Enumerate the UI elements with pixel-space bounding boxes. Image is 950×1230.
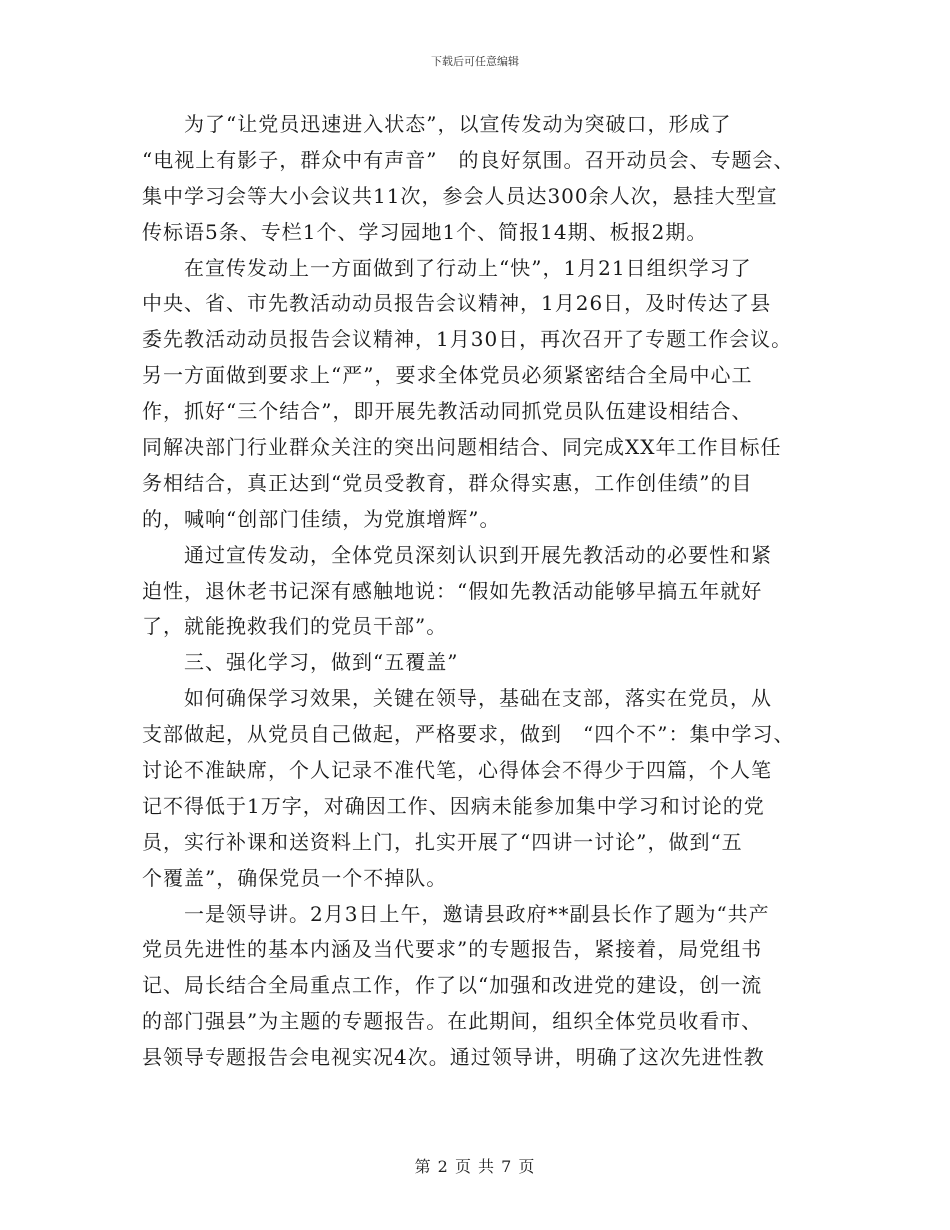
text-line: 个覆盖”，确保党员一个不掉队。: [142, 865, 448, 890]
text-line: 的，喊响“创部门佳绩，为党旗增辉”。: [142, 506, 501, 531]
text-line: 同解决部门行业群众关注的突出问题相结合、同完成XX年工作目标任: [142, 435, 782, 460]
text-line: 支部做起，从党员自己做起，严格要求，做到 “四个不”：集中学习、: [142, 722, 795, 747]
text-line: 记、局长结合全局重点工作，作了以“加强和改进党的建设，创一流: [142, 973, 763, 998]
text-line: 一是领导讲。2月3日上午，邀请县政府**副县长作了题为“共产: [142, 901, 770, 926]
text-line: 了，就能挽救我们的党员干部”。: [142, 614, 448, 639]
document-body: [142, 107, 832, 1076]
page-footer: 第 2 页 共 7 页: [414, 1157, 536, 1176]
text-line: 委先教活动动员报告会议精神，1月30日，再次召开了专题工作会议。: [142, 327, 793, 352]
text-line: 中央、省、市先教活动动员报告会议精神，1月26日，及时传达了县: [142, 291, 772, 316]
text-line: 党员先进性的基本内涵及当代要求”的专题报告，紧接着，局党组书: [142, 937, 763, 962]
text-line: 在宣传发动上一方面做到了行动上“快”，1月21日组织学习了: [142, 255, 752, 280]
text-line: 的部门强县”为主题的专题报告。在此期间，组织全体党员收看市、: [142, 1009, 763, 1034]
text-line: 通过宣传发动，全体党员深刻认识到开展先教活动的必要性和紧: [142, 542, 772, 567]
text-line: 集中学习会等大小会议共11次，参会人员达300余人次，悬挂大型宣: [142, 183, 778, 208]
text-line: 另一方面做到要求上“严”，要求全体党员必须紧密结合全局中心工: [142, 363, 753, 388]
text-line: 作，抓好“三个结合”，即开展先教活动同抓党员队伍建设相结合、: [142, 399, 753, 424]
text-line: 县领导专题报告会电视实况4次。通过领导讲，明确了这次先进性教: [142, 1045, 765, 1070]
text-line: 传标语5条、专栏1个、学习园地1个、简报14期、板报2期。: [142, 219, 708, 244]
text-line: 讨论不准缺席，个人记录不准代笔，心得体会不得少于四篇，个人笔: [142, 758, 772, 783]
text-line: 为了“让党员迅速进入状态”，以宣传发动为突破口，形成了: [142, 112, 732, 136]
text-line: 迫性，退休老书记深有感触地说：“假如先教活动能够早搞五年就好: [142, 578, 763, 603]
page-header: 下载后可任意编辑: [431, 55, 519, 68]
text-line: 三、强化学习，做到“五覆盖”: [142, 650, 459, 675]
text-line: “电视上有影子，群众中有声音” 的良好氛围。召开动员会、专题会、: [142, 147, 795, 172]
text-line: 务相结合，真正达到“党员受教育，群众得实惠，工作创佳绩”的目: [142, 470, 753, 495]
text-line: 员，实行补课和送资料上门，扎实开展了“四讲一讨论”，做到“五: [142, 829, 743, 854]
text-line: 如何确保学习效果，关键在领导，基础在支部，落实在党员，从: [142, 686, 772, 711]
text-line: 记不得低于1万字，对确因工作、因病未能参加集中学习和讨论的党: [142, 793, 765, 818]
